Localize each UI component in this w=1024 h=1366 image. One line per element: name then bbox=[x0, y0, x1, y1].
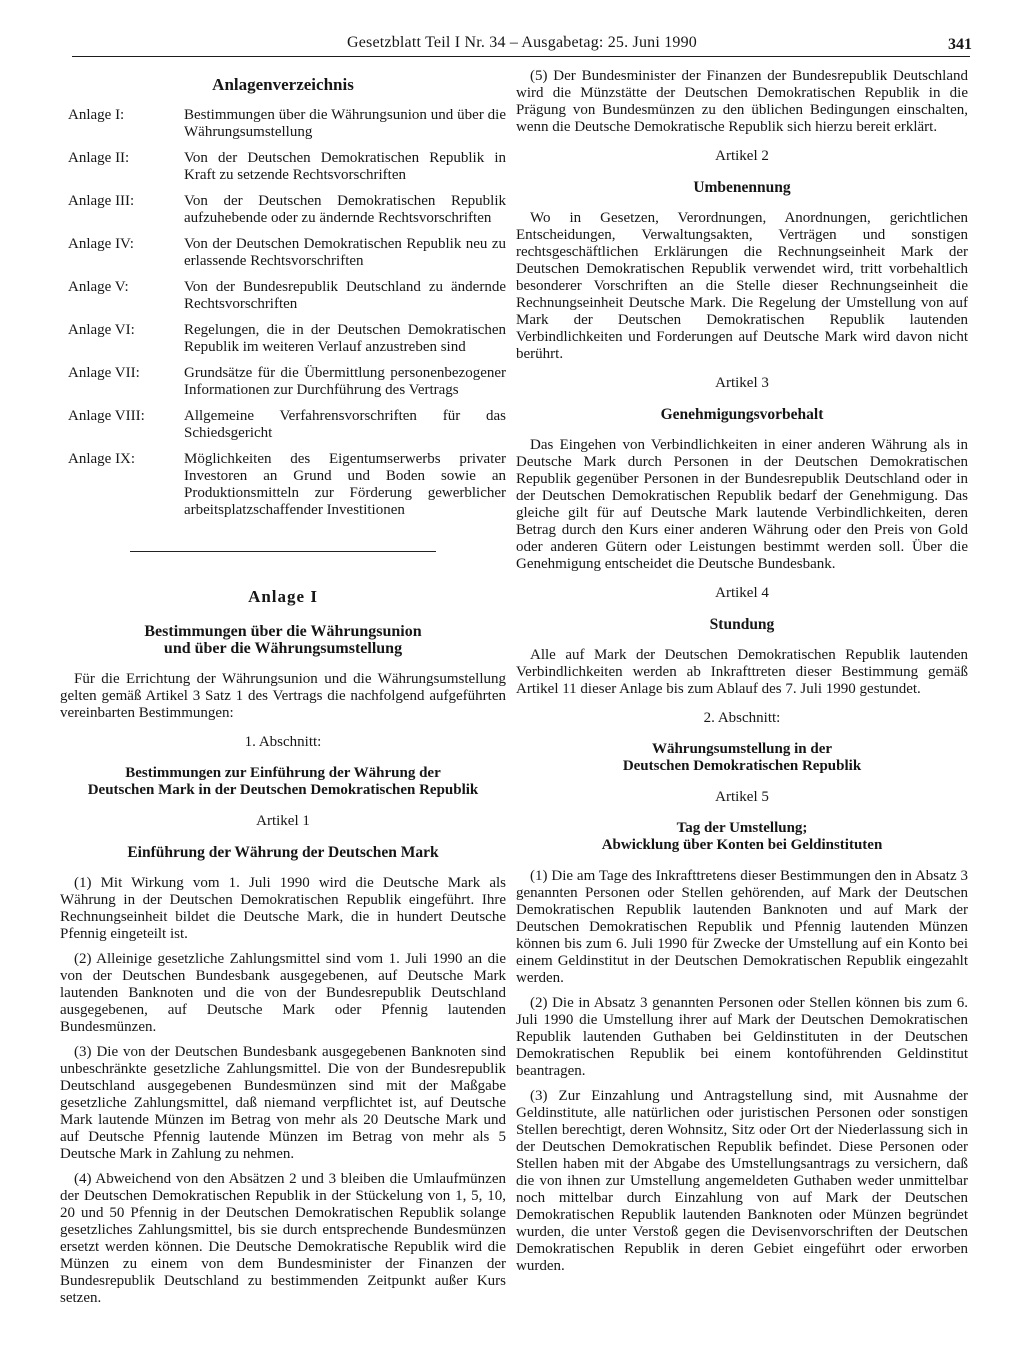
annex-label: Anlage V: bbox=[68, 279, 129, 295]
section-divider bbox=[130, 551, 436, 552]
annex-description: Von der Deutschen Demokratischen Republik neu zu erlassende Rechtsvorschriften bbox=[184, 236, 506, 269]
annex-item bbox=[60, 107, 506, 141]
page-header bbox=[72, 32, 972, 58]
article-2-title: Umbenennung bbox=[693, 179, 791, 196]
annex-label: Anlage IX: bbox=[68, 451, 136, 467]
article-1-title: Einführung der Währung der Deutschen Mark bbox=[127, 844, 439, 861]
article-1-label: Artikel 1 bbox=[256, 813, 310, 829]
annex-item bbox=[60, 365, 506, 399]
article-1-paragraph-3: (3) Die von der Deutschen Bundesbank ausgegebenen Banknoten sind unbeschränkte gesetzliche Zahlungsmittel. Die von der Bundesrepublik Deutschland ausgegebenen Bundesmünzen sind mit der Maßgabe gesetzliche Zahlungsmittel, daß niemand verpflichtet ist, auf Deutsche Mark lautende Münzen im Betrag von mehr als 20 Deutsche Mark und auf Deutsche Pfennig lautende Münzen im Betrag von mehr als 5 Deutsche Mark in Zahlung zu nehmen. bbox=[60, 1044, 506, 1162]
annex-label: Anlage III: bbox=[68, 193, 135, 209]
article-4-paragraph: Alle auf Mark der Deutschen Demokratischen Republik lautenden Verbindlichkeiten werden ab Inkrafttreten dieser Bestimmung gemäß Artikel 11 dieser Anlage bis zum Ablauf des 7. Juli 1990 gestundet. bbox=[516, 647, 968, 697]
annex-item bbox=[60, 279, 506, 313]
section-2-title-line-2: Deutschen Demokratischen Republik bbox=[622, 758, 862, 774]
annex-description: Möglichkeiten des Eigentumserwerbs privater Investoren an Grund und Boden sowie an Produktionsmitteln zur Förderung gewerblicher arbeitsplatzschaffender Investitionen bbox=[184, 451, 506, 518]
annex-description: Von der Deutschen Demokratischen Republik in Kraft zu setzende Rechtsvorschriften bbox=[184, 150, 506, 183]
section-2-label: 2. Abschnitt: bbox=[703, 710, 781, 726]
article-1-paragraph-5: (5) Der Bundesminister der Finanzen der Bundesrepublik Deutschland wird die Münzstätte der Deutschen Demokratischen Republik in die Prägung von Bundesmünzen zu den üblichen Bedingungen einschalten, wenn die Deutsche Demokratische Republik sich hierzu bereit erklärt. bbox=[516, 68, 968, 135]
annex-description: Allgemeine Verfahrensvorschriften für das Schiedsgericht bbox=[184, 408, 506, 441]
annex-label: Anlage VIII: bbox=[68, 408, 145, 424]
section-1-label: 1. Abschnitt: bbox=[244, 734, 322, 750]
annex-item bbox=[60, 236, 506, 270]
article-2-label: Artikel 2 bbox=[715, 148, 769, 164]
article-5-label: Artikel 5 bbox=[715, 789, 769, 805]
article-1-paragraph-4: (4) Abweichend von den Absätzen 2 und 3 bleiben die Umlaufmünzen der Deutschen Demokratischen Republik in der Stückelung von 1, 5, 10, 20 und 50 Pfennig in der Deutschen Demokratischen Republik solange gesetzliches Zahlungsmittel, bis sie durch entsprechende Bundesmünzen ersetzt werden können. Die Deutsche Demokratische Republik wird die Münzen zu einem von dem Bundesminister der Finanzen der Bundesrepublik Deutschland zu bestimmenden Zeitpunkt außer Kurs setzen. bbox=[60, 1171, 506, 1306]
article-5-paragraph-2: (2) Die in Absatz 3 genannten Personen oder Stellen können bis zum 6. Juli 1990 die Umstellung ihrer auf Mark der Deutschen Demokratischen Republik lautenden Guthaben bei Geldinstituten in der Deutschen Demokratischen Republik bei einem kontoführenden Geldinstitut beantragen. bbox=[516, 995, 968, 1079]
gazette-header-title: Gesetzblatt Teil I Nr. 34 – Ausgabetag: 25. Juni 1990 bbox=[346, 34, 698, 51]
section-1-title-line-1: Bestimmungen zur Einführung der Währung der bbox=[125, 765, 441, 781]
left-column bbox=[60, 68, 506, 1315]
annex-label: Anlage VI: bbox=[68, 322, 135, 338]
section-1-title-line-2: Deutschen Mark in der Deutschen Demokratischen Republik bbox=[87, 782, 479, 798]
annex-item bbox=[60, 408, 506, 442]
annex-list bbox=[60, 107, 506, 519]
annex-item bbox=[60, 193, 506, 227]
page-number: 341 bbox=[948, 36, 972, 53]
article-4-label: Artikel 4 bbox=[715, 585, 769, 601]
article-5-paragraph-1: (1) Die am Tage des Inkrafttretens dieser Bestimmungen den in Absatz 3 genannten Personen oder Stellen gehörenden, auf Mark der Deutschen Demokratischen Republik lautenden Banknoten und auf Mark der Deutschen Demokratischen Republik und Pfennig lautenden Münzen können bis zum 6. Juli 1990 für Zwecke der Umstellung auf ein Konto bei einem Geldinstitut in der Deutschen Demokratischen Republik eingezahlt werden. bbox=[516, 868, 968, 986]
annex-label: Anlage VII: bbox=[68, 365, 140, 381]
annex-label: Anlage I: bbox=[68, 107, 125, 123]
header-rule bbox=[72, 56, 970, 57]
section-2-title-line-1: Währungsumstellung in der bbox=[651, 741, 833, 757]
annex-item bbox=[60, 150, 506, 184]
annex-description: Grundsätze für die Übermittlung personenbezogener Informationen zur Durchführung des Vertrags bbox=[184, 365, 506, 398]
article-3-label: Artikel 3 bbox=[715, 375, 769, 391]
anlage-title-line-1: Bestimmungen über die Währungsunion bbox=[144, 623, 422, 640]
annex-index-title: Anlagenverzeichnis bbox=[212, 75, 354, 94]
article-1-paragraph-1: (1) Mit Wirkung vom 1. Juli 1990 wird die Deutsche Mark als Währung in der Deutschen Demokratischen Republik eingeführt. Ihre Rechnungseinheit bildet die Deutsche Mark, die in hundert Deutsche Pfennig eingeteilt ist. bbox=[60, 875, 506, 942]
article-1-paragraph-2: (2) Alleinige gesetzliche Zahlungsmittel sind vom 1. Juli 1990 an die von der Deutschen Bundesbank ausgegebenen, auf Deutsche Mark lautenden Banknoten und die von der Bundesrepublik Deutschland ausgegebenen, auf Deutsche Mark oder Pfennig lautenden Bundesmünzen. bbox=[60, 951, 506, 1035]
annex-label: Anlage II: bbox=[68, 150, 130, 166]
annex-item bbox=[60, 322, 506, 356]
article-3-title: Genehmigungsvorbehalt bbox=[660, 406, 824, 423]
intro-paragraph: Für die Errichtung der Währungsunion und die Währungsumstellung gelten gemäß Artikel 3 Satz 1 des Vertrags die nachfolgend aufgeführten vereinbarten Bestimmungen: bbox=[60, 671, 506, 721]
article-2-paragraph: Wo in Gesetzen, Verordnungen, Anordnungen, gerichtlichen Entscheidungen, Verwaltungsakten, Verträgen und sonstigen rechtsgeschäftlichen Erklärungen die Rechnungseinheit Mark der Deutschen Demokratischen Republik verwendet wird, tritt vorbehaltlich besonderer Vorschriften an die Stelle dieser Rechnungseinheit die Rechnungseinheit Deutsche Mark. Die Regelung der Umstellung von auf Mark der Deutschen Demokratischen Republik lautenden Verbindlichkeiten und Forderungen auf Deutsche Mark wird davon nicht berührt. bbox=[516, 210, 968, 362]
article-5-title-line-2: Abwicklung über Konten bei Geldinstituten bbox=[601, 837, 883, 853]
right-column bbox=[516, 68, 968, 1283]
article-4-title: Stundung bbox=[709, 616, 775, 633]
anlage-title-line-2: und über die Währungsumstellung bbox=[163, 640, 403, 657]
annex-label: Anlage IV: bbox=[68, 236, 134, 252]
annex-description: Von der Deutschen Demokratischen Republik aufzuhebende oder zu ändernde Rechtsvorschriften bbox=[184, 193, 506, 226]
anlage-heading: Anlage I bbox=[248, 587, 318, 606]
annex-description: Bestimmungen über die Währungsunion und über die Währungsumstellung bbox=[184, 107, 506, 140]
article-3-paragraph: Das Eingehen von Verbindlichkeiten in einer anderen Währung als in Deutsche Mark durch Personen in der Deutschen Demokratischen Republik gegenüber Personen in der Bundesrepublik Deutschland oder in der Deutschen Demokratischen Republik bedarf der Genehmigung. Das gleiche gilt für auf Deutsche Mark lautende Verbindlichkeiten, deren Betrag durch den Kurs einer anderen Währung oder den Preis von Gold oder anderen Gütern oder Leistungen bestimmt werden soll. Über die Genehmigung entscheidet die Deutsche Bundesbank. bbox=[516, 437, 968, 572]
article-5-paragraph-3: (3) Zur Einzahlung und Antragstellung sind, mit Ausnahme der Geldinstitute, alle natürlichen oder juristischen Personen oder sonstigen Stellen berechtigt, deren Wohnsitz, Sitz oder Ort der Niederlassung sich in der Deutschen Demokratischen Republik befindet. Diese Personen oder Stellen haben mit der Abgabe des Umstellungsantrags zu versichern, daß die von ihnen zur Umstellung angemeldeten Guthaben weder unmittelbar noch mittelbar durch Einzahlung von auf Mark der Deutschen Demokratischen Republik lautenden Banknoten oder Münzen begründet wurden, die unter Verstoß gegen die Devisenvorschriften der Deutschen Demokratischen Republik in deren Gebiet eingeführt oder erworben wurden. bbox=[516, 1088, 968, 1274]
annex-item bbox=[60, 451, 506, 519]
annex-description: Regelungen, die in der Deutschen Demokratischen Republik im weiteren Verlauf anzustreben sind bbox=[184, 322, 506, 355]
article-5-title-line-1: Tag der Umstellung; bbox=[676, 820, 808, 836]
annex-description: Von der Bundesrepublik Deutschland zu ändernde Rechtsvorschriften bbox=[184, 279, 506, 312]
